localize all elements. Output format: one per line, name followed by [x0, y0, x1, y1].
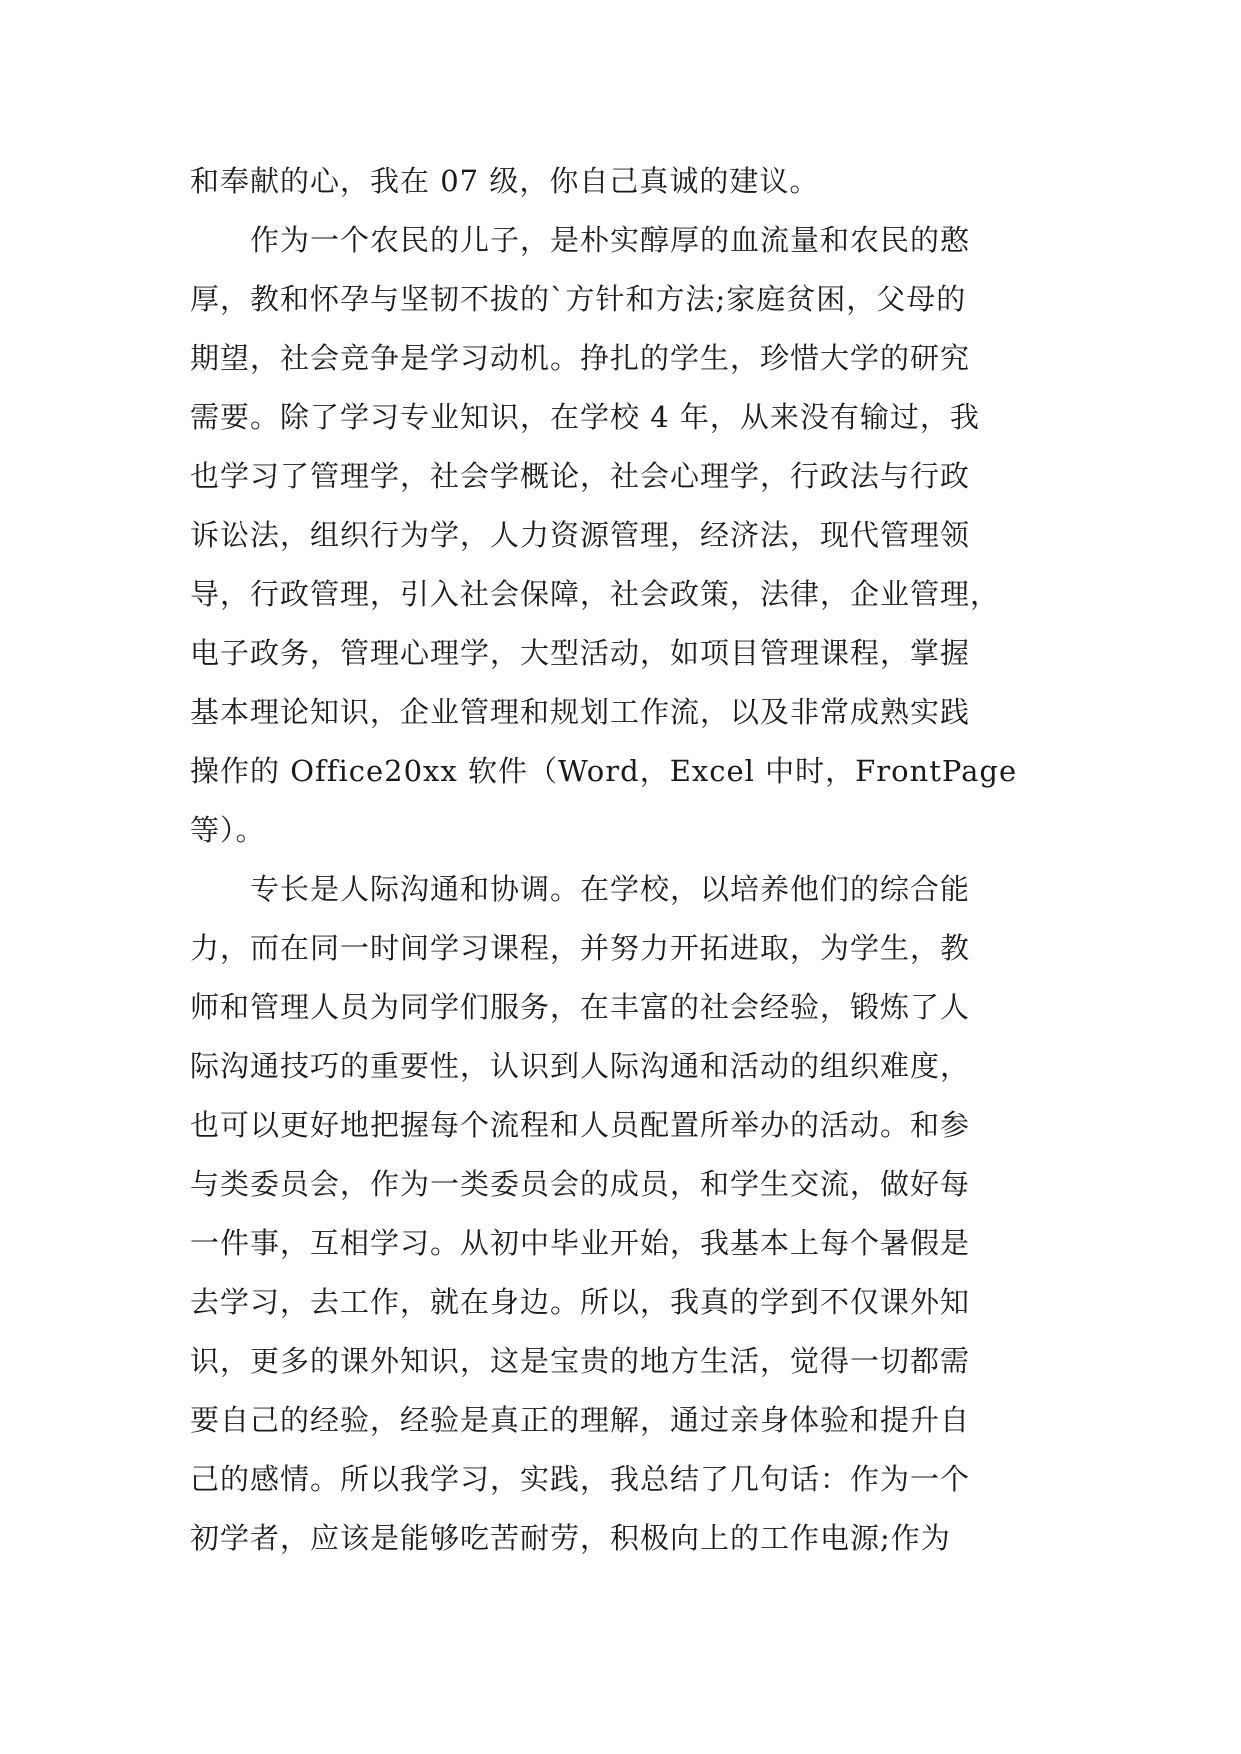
text-line: 要自己的经验，经验是真正的理解，通过亲身体验和提升自 — [190, 1403, 971, 1437]
text-line: 操作的 Office20xx 软件（Word，Excel 中时，FrontPage — [190, 754, 1018, 788]
text-line: 期望，社会竞争是学习动机。挣扎的学生，珍惜大学的研究 — [190, 341, 971, 375]
text-line: 与类委员会，作为一类委员会的成员，和学生交流，做好每 — [190, 1167, 971, 1201]
text-line: 等）。 — [190, 813, 266, 847]
text-line: 己的感情。所以我学习，实践，我总结了几句话：作为一个 — [190, 1462, 971, 1496]
text-line: 际沟通技巧的重要性，认识到人际沟通和活动的组织难度， — [190, 1049, 971, 1083]
text-line: 也学习了管理学，社会学概论，社会心理学，行政法与行政 — [190, 459, 971, 493]
text-line: 导，行政管理，引入社会保障，社会政策，法律，企业管理， — [190, 577, 1001, 611]
text-line: 一件事，互相学习。从初中毕业开始，我基本上每个暑假是 — [190, 1226, 971, 1260]
text-line: 厚，教和怀孕与坚韧不拔的`方针和方法;家庭贫困，父母的 — [190, 282, 967, 316]
text-line: 力，而在同一时间学习课程，并努力开拓进取，为学生，教 — [190, 931, 971, 965]
text-line: 需要。除了学习专业知识，在学校 4 年，从来没有输过，我 — [190, 400, 980, 434]
text-line: 作为一个农民的儿子，是朴实醇厚的血流量和农民的憨 — [250, 223, 971, 257]
text-line: 也可以更好地把握每个流程和人员配置所举办的活动。和参 — [190, 1108, 971, 1142]
text-line: 去学习，去工作，就在身边。所以，我真的学到不仅课外知 — [190, 1285, 971, 1319]
text-line: 诉讼法，组织行为学，人力资源管理，经济法，现代管理领 — [190, 518, 971, 552]
text-line: 和奉献的心，我在 07 级，你自己真诚的建议。 — [190, 164, 820, 198]
text-line: 基本理论知识，企业管理和规划工作流，以及非常成熟实践 — [190, 695, 971, 729]
text-line: 电子政务，管理心理学，大型活动，如项目管理课程，掌握 — [190, 636, 971, 670]
text-line: 师和管理人员为同学们服务，在丰富的社会经验，锻炼了人 — [190, 990, 971, 1024]
document-body — [190, 152, 1070, 1568]
text-line: 识，更多的课外知识，这是宝贵的地方生活，觉得一切都需 — [190, 1344, 971, 1378]
text-line: 专长是人际沟通和协调。在学校，以培养他们的综合能 — [250, 872, 971, 906]
text-line: 初学者，应该是能够吃苦耐劳，积极向上的工作电源;作为 — [190, 1521, 951, 1555]
